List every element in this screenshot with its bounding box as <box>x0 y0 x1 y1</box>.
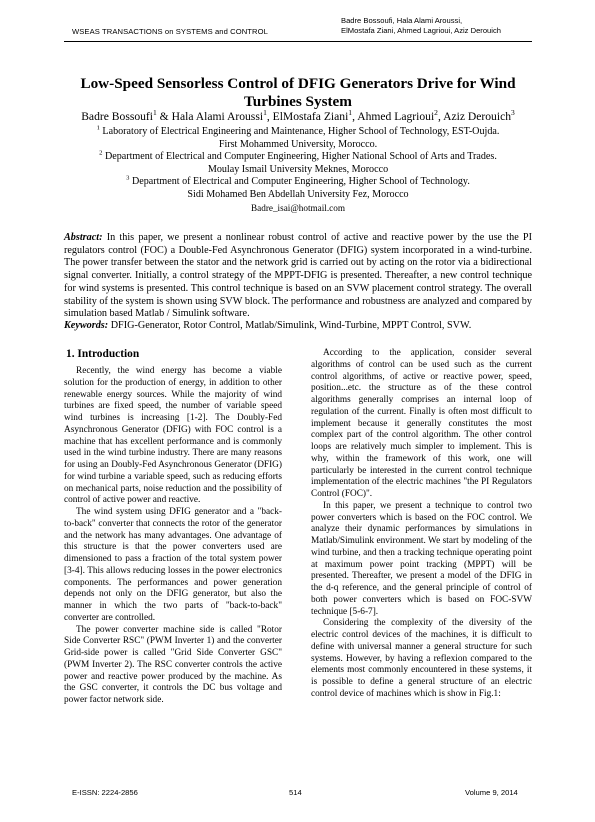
footer-issn: E-ISSN: 2224-2856 <box>72 788 138 797</box>
header-rule <box>64 41 532 42</box>
author-name: , Aziz Derouich <box>437 110 512 123</box>
affiliation-line: $^2$ Department of Electrical and Computer Engineering, Higher National School of Arts and Trades. <box>99 149 497 163</box>
body-paragraph: Considering the complexity of the diversity of the electric control devices of the machines, it is difficult to define with universal manner a general structure for such systems. However, by having a reflexion compared to the elements most commonly encountered in these systems, it is possible to define a general structure of an electric control device of machines which is show in Fig.1: <box>311 618 532 699</box>
body-column-left <box>64 366 282 707</box>
author-name: , Ahmed Lagrioui <box>352 110 435 123</box>
running-header-authors-line1: Badre Bossoufi, Hala Alami Aroussi, <box>341 16 463 25</box>
footer-page-number: 514 <box>289 788 302 797</box>
abstract-label: Abstract: <box>64 232 103 243</box>
affiliation-line: $^3$ Department of Electrical and Computer Engineering, Higher School of Technology. <box>126 175 470 188</box>
author-affil-mark: 1 <box>153 108 157 118</box>
body-paragraph: According to the application, consider several algorithms of control can be used such as the current control algorithms, of active or reactive power, speed, position...etc. the structure as of the these control algorithms generally comprises an internal loop of regulation of the current. Finally is often most difficult to implement because it generally constitutes the most complex part of the control algorithm. The other control loops are relatively much simpler to implement. This is why, within the framework of this work, one will particularly be interested in the current control technique implementation of the electric machines "the PI Regulators Control (FOC)". <box>311 348 532 499</box>
affiliation-mark: 2 <box>99 149 103 157</box>
author-name: & Hala Alami Aroussi <box>156 110 264 123</box>
affiliation-mark: 1 <box>96 124 100 132</box>
affiliations <box>64 126 532 214</box>
contact-email: Badre_isai@hotmail.com <box>251 202 345 213</box>
author-affil-mark: 3 <box>511 108 515 118</box>
running-header-authors <box>341 16 501 36</box>
author-list <box>64 110 532 124</box>
author-affil-mark: 1 <box>263 108 267 118</box>
affiliation-line: Sidi Mohamed Ben Abdellah University Fez, Morocco <box>187 188 409 200</box>
body-column-right <box>311 348 532 701</box>
body-paragraph: The power converter machine side is called "Rotor Side Converter RSC" (PWM Inverter 1) and the converter Grid-side power is called "Grid Side Converter GSC" (PWM Inverter 2). The RSC converter controls the active power and reactive power produced by the machine. As the GSC converter, it controls the DC bus voltage and power factor network side. <box>64 624 282 705</box>
body-paragraph: The wind system using DFIG generator and a "back-to-back" converter that connects the rotor of the generator and the network has many advantages. One advantage of this structure is that the power converters used are dimensioned to pass a fraction of the total system power [3-4]. This allows reducing losses in the power electronics components. The performances and power generation depends not only on the DFIG generator, but also the manner in which the two parts of "back-to-back" converter are controlled. <box>64 507 282 623</box>
abstract <box>64 232 532 321</box>
running-header-journal: WSEAS TRANSACTIONS on SYSTEMS and CONTROL <box>72 27 268 36</box>
author-affil-mark: 2 <box>434 108 438 118</box>
affiliation-line: First Mohammed University, Morocco. <box>218 138 378 150</box>
paper-title: Low-Speed Sensorless Control of DFIG Generators Drive for Wind Turbines System <box>80 75 516 110</box>
keywords-label: Keywords: <box>64 320 109 331</box>
author-name: Badre Bossoufi <box>81 110 154 123</box>
body-paragraph: In this paper, we present a technique to control two power converters which is based on the FOC control. We analyze their dynamic performances by simulations in Matlab/Simulink environment. We start by modeling of the wind turbine, and then a tracking technique operating point at maximum power point tracking (MPPT) will be presented. Thereafter, we present a model of the DFIG in the d-q reference, and the general principle of control of both power converters which is based on FOC-SVW technique [5-6-7]. <box>311 500 532 617</box>
section-heading: 1. Introduction <box>66 348 140 360</box>
abstract-text: In this paper, we present a nonlinear robust control of active and reactive power by the use the PI regulators control (FOC) a Double-Fed Asynchronous Generator (DFIG) system incorporated in a wind-turbine. The power transfer between the stator and the network grid is carried out by acting on the rotor via a bidirectional signal converter. Initially, a control strategy of the MPPT-DFIG is presented. Thereafter, a new control technique for wind systems is presented. This control technique is based on an SVW placement control strategy. The overall stability of the system is shown using SVW block. The performance and robustness are analyzed and compared by simulation based Matlab / Simulink software. <box>64 232 532 320</box>
affiliation-line: Moulay Ismail University Meknes, Morocco <box>207 163 389 175</box>
keywords-text: DFIG-Generator, Rotor Control, Matlab/Simulink, Wind-Turbine, MPPT Control, SVW. <box>108 320 472 331</box>
affiliation-mark: 3 <box>126 175 130 183</box>
affiliation-line: $^1$ Laboratory of Electrical Engineering and Maintenance, Higher School of Technology, EST-Oujda. <box>96 124 500 137</box>
author-affil-mark: 1 <box>348 108 353 118</box>
running-header-authors-line2: ElMostafa Ziani, Ahmed Lagrioui, Aziz Derouich <box>341 26 501 35</box>
footer-volume: Volume 9, 2014 <box>465 788 518 797</box>
body-paragraph: Recently, the wind energy has become a viable solution for the production of energy, in addition to other renewable energy sources. While the majority of wind turbines are fixed speed, the number of variable speed wind turbines is increasing [1-2]. The Doubly-Fed Asynchronous Generator (DFIG) with FOC control is a machine that has excellent performance and is commonly used in the wind turbine industry. There are many reasons for using an Doubly-Fed Asynchronous Generator (DFIG) for wind turbine a variable speed, such as reducing efforts on mechanical parts, noise reduction and the possibility of control of active power and reactive. <box>64 366 282 506</box>
keywords <box>64 320 532 333</box>
author-name: , ElMostafa Ziani <box>266 110 349 123</box>
